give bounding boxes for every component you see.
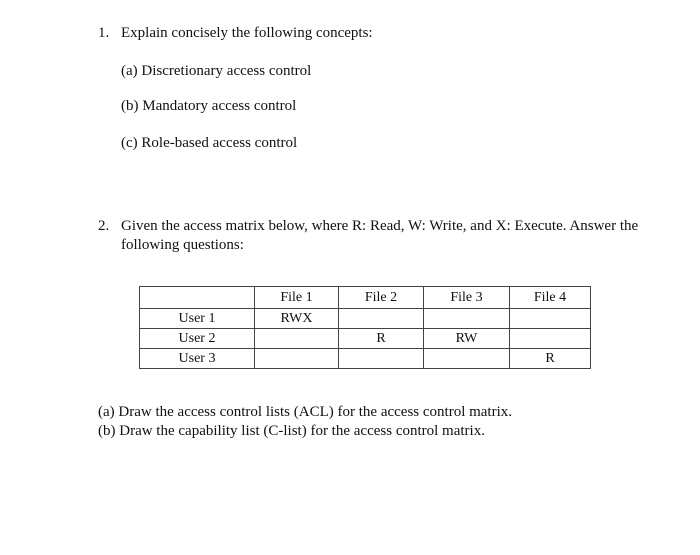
table-row (140, 329, 591, 349)
question-1-number: 1. (98, 25, 110, 41)
question-1-item-c: (c) Role-based access control (121, 135, 298, 151)
access-matrix-table (139, 286, 591, 369)
table-cell: RWX (255, 309, 339, 329)
table-cell (510, 329, 591, 349)
question-2-prompt-line-1: Given the access matrix below, where R: Read, W: Write, and X: Execute. Answer the (121, 218, 639, 234)
question-2-number: 2. (98, 218, 110, 234)
table-cell (424, 349, 510, 369)
header-cell-blank (140, 287, 255, 309)
table-cell: R (510, 349, 591, 369)
header-cell-file-2: File 2 (339, 287, 424, 309)
table-cell (510, 309, 591, 329)
question-1-item-b: (b) Mandatory access control (121, 98, 297, 114)
question-2-part-a: (a) Draw the access control lists (ACL) for the access control matrix. (98, 404, 513, 420)
table-header-row (140, 287, 591, 309)
header-cell-file-3: File 3 (424, 287, 510, 309)
table-cell (255, 329, 339, 349)
row-label-user-2: User 2 (140, 329, 255, 349)
row-label-user-1: User 1 (140, 309, 255, 329)
table-cell: RW (424, 329, 510, 349)
table-cell (339, 349, 424, 369)
table-row (140, 309, 591, 329)
question-2-part-b: (b) Draw the capability list (C-list) for the access control matrix. (98, 423, 485, 439)
header-cell-file-1: File 1 (255, 287, 339, 309)
row-label-user-3: User 3 (140, 349, 255, 369)
table-cell (339, 309, 424, 329)
header-cell-file-4: File 4 (510, 287, 591, 309)
question-1-item-a: (a) Discretionary access control (121, 63, 312, 79)
table-cell (424, 309, 510, 329)
question-2-prompt-line-2: following questions: (121, 237, 244, 253)
table-cell: R (339, 329, 424, 349)
table-row (140, 349, 591, 369)
question-1-prompt: Explain concisely the following concepts: (121, 25, 373, 41)
table-cell (255, 349, 339, 369)
